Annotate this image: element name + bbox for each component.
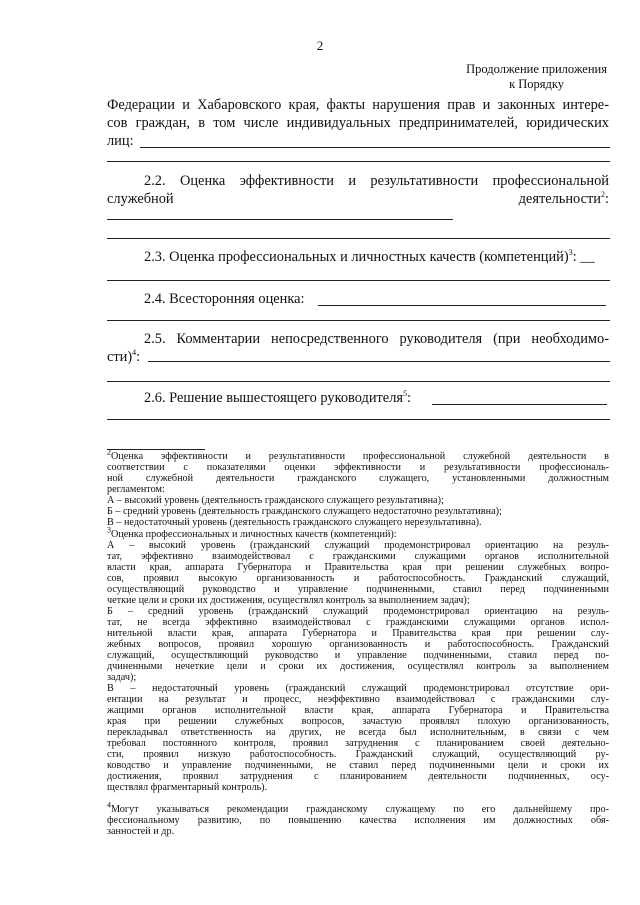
footnote-mark-4: 4 [107,800,111,810]
footnote-3-line: тат, не всегда эффективно взаимодействовал с гражданскими служащими органов испол- [107,617,609,628]
footnote-3-line: жебных вопросов, проявил хорошую организованность и работоспособность. Гражданский [107,639,609,650]
section-2-2-word-right [519,190,609,208]
footnote-2 [107,447,609,528]
page-number: 2 [316,38,324,53]
footnote-separator [107,449,205,450]
continuation-line-2: к Порядку [509,77,565,91]
fill-line [148,361,610,362]
footnote-mark-2: 2 [107,447,111,457]
footnote-3 [107,525,609,793]
footnote-3-line: сов, проявил высокую организованность и работоспособность. Гражданский служащий, [107,573,609,584]
footnote-2-line [107,447,609,462]
fill-line [140,147,610,148]
section-2-6-text: 2.6. Решение вышестоящего руководителя [144,390,403,406]
section-2-3-tail: : __ [572,249,595,265]
footnote-3-line: достижения, проявил затруднения с планированием деятельности подчиненных, осу- [107,771,609,782]
section-2-3 [144,248,610,266]
footnote-3-line: ководство и управление подчиненными, не ставил перед подчиненными цели и сроки их [107,760,609,771]
fill-line [107,320,610,321]
intro-line-3: лиц: [107,133,134,149]
section-2-4: 2.4. Всесторонняя оценка: [144,291,305,307]
footnote-3-line: задач); [107,672,137,683]
intro-line-2: сов граждан, в том числе индивидуальных предпринимателей, юридических [107,115,609,131]
footnote-3-line: дчиненными нечеткие цели и сроки их достижения, осуществлял контроль за выполнением [107,661,609,672]
footnote-ref-3: 3 [568,248,573,258]
fill-line [318,305,606,306]
footnote-4-line: фессиональному развитию, по повышению качества исполнения им должностных обя- [107,815,609,826]
footnote-3-line: В – недостаточный уровень (гражданский служащий продемонстрировал отсутствие ори- [107,683,609,694]
footnote-3-line: нительной власти края, аппарата Губернатора и Правительства края при решении слу- [107,628,609,639]
intro-line-1: Федерации и Хабаровского края, факты нарушения прав и законных интере- [107,97,609,113]
footnote-2-line: ной служебной деятельности гражданского служащего, установленными должностным [107,473,609,484]
colon: : [136,349,141,365]
footnote-3-line: власти края, аппарата Губернатора и Правительства края при решении служебных вопро- [107,562,609,573]
colon: : [605,191,609,207]
footnote-text: Оценка эффективности и результативности профессиональной служебной деятельности в [111,451,609,462]
footnote-3-line: служащий, осуществляющий руководство и управление подчиненными, ставил перед по- [107,650,609,661]
fill-line [107,219,453,220]
section-2-2-word: деятельности [518,191,601,207]
footnote-2-level-b: Б – средний уровень (деятельность гражданского служащего недостаточно результативна); [107,506,502,517]
footnote-3-line: сти, проявил низкую работоспособность. Гражданский служащий, осуществляющий ру- [107,749,609,760]
section-2-5-line-1: 2.5. Комментарии непосредственного руководителя (при необходимо- [144,331,609,347]
section-2-2-line-1: 2.2. Оценка эффективности и результативности профессиональной [144,173,609,189]
footnote-4 [107,800,609,837]
colon: : [407,390,411,406]
footnote-3-line: перекладывал ответственность на других, не всегда был исполнительным, в связи с чем [107,727,609,738]
footnote-2-level-c: В – недостаточный уровень (деятельность гражданского служащего нерезультативна). [107,517,482,528]
footnote-3-line: А – высокий уровень (гражданский служащий продемонстрировал ориентацию на резуль- [107,540,609,551]
footnote-2-line: соответствии с показателями оценки эффективности и результативности профессиональ- [107,462,609,473]
footnote-ref-4: 4 [132,348,137,358]
footnote-3-head [107,525,609,540]
fill-line [107,161,610,162]
footnote-text: Оценка профессиональных и личностных качеств (компетенций): [111,529,397,540]
footnote-2-level-a: А – высокий уровень (деятельность гражданского служащего результативна); [107,495,444,506]
footnote-4-line [107,800,609,815]
footnote-3-line: края при решении служебных вопросов, зачастую проявлял плохую организованность, [107,716,609,727]
fill-line [107,419,610,420]
footnote-3-line: осуществляющий руководство и управление подчиненными, ставил перед подчиненными [107,584,609,595]
footnote-3-line: тат, эффективно взаимодействовал с гражданскими служащими органов исполнительной [107,551,609,562]
footnote-mark-3: 3 [107,525,111,535]
footnote-ref-5: 5 [403,389,407,399]
continuation-line-1: Продолжение приложения [466,62,607,76]
section-2-2-word-left: служебной [107,191,174,207]
section-2-5-word: сти) [107,349,133,365]
fill-line [107,381,610,382]
footnote-3-line: Б – средний уровень (гражданский служащий продемонстрировал ориентацию на резуль- [107,606,609,617]
section-2-2 [107,172,609,208]
section-2-3-text: 2.3. Оценка профессиональных и личностных качеств (компетенций) [144,249,569,265]
section-2-2-line-2 [107,190,609,208]
intro-paragraph [107,96,609,150]
fill-line [432,404,607,405]
footnote-2-line: регламентом: [107,484,165,495]
footnote-text: Могут указываться рекомендации гражданскому служащему по его дальнейшему про- [111,804,609,815]
fill-line [107,280,610,281]
section-2-5-line-2 [107,348,609,366]
footnote-3-line: ществлял фрагментарный контроль). [107,782,268,793]
section-2-6 [144,389,411,407]
footnote-4-line: занностей и др. [107,826,175,837]
footnote-3-line: требовал постоянного контроля, проявил затруднения с планированием своей деятельно- [107,738,609,749]
continuation-note [466,62,607,92]
footnote-3-line: жащими органов исполнительной власти края, аппарата Губернатора и Правительства [107,705,609,716]
footnote-ref-2: 2 [601,190,605,200]
footnote-3-line: ентации на результат и процесс, неэффективно взаимодействовал с гражданскими слу- [107,694,609,705]
footnote-3-line: четкие цели и сроки их достижения, осуществлял контроль за выполнением задач); [107,595,470,606]
fill-line [107,238,610,239]
